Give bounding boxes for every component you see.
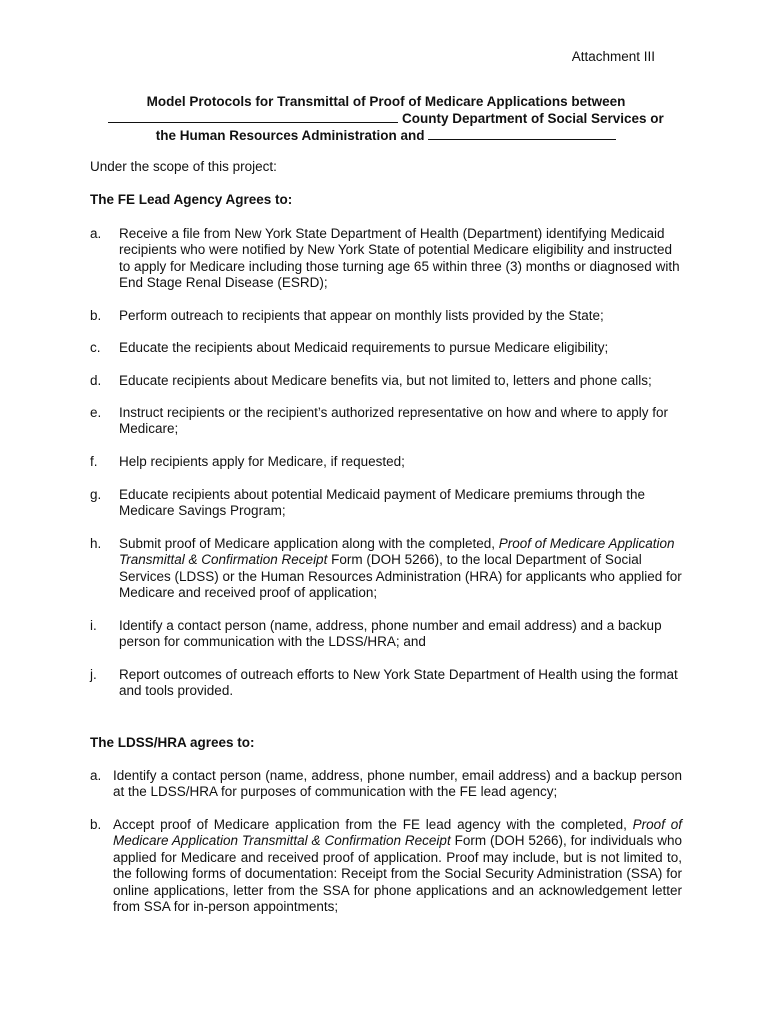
item-text: Instruct recipients or the recipient’s authorized representative on how and where to apply for Medicare; bbox=[119, 405, 669, 437]
item-text: Educate recipients about Medicare benefits via, but not limited to, letters and phone calls; bbox=[119, 373, 652, 388]
title-line-1: Model Protocols for Transmittal of Proof of Medicare Applications between bbox=[146, 94, 626, 109]
item-text-lead: Submit proof of Medicare application along with the completed, bbox=[119, 536, 499, 551]
item-text: Perform outreach to recipients that appear on monthly lists provided by the State; bbox=[119, 308, 604, 323]
item-letter: b. bbox=[90, 308, 102, 323]
item-text-tail: Form (DOH 5266), for individuals who applied for Medicare and received proof of application. Proof may include, but is not limited to, the following forms of documentation: Receipt from the Social Security Administration (SSA) for online applications, letter from the SSA for phone applications and an acknowledgement letter from SSA for in-person appointments; bbox=[113, 833, 682, 915]
item-letter: d. bbox=[90, 373, 102, 388]
ldss-item-a bbox=[90, 768, 682, 801]
fe-item-c bbox=[90, 340, 682, 356]
fe-item-i bbox=[90, 618, 682, 651]
item-text: Help recipients apply for Medicare, if requested; bbox=[119, 454, 405, 469]
item-text bbox=[119, 536, 682, 602]
fe-section-heading: The FE Lead Agency Agrees to: bbox=[90, 192, 293, 207]
item-letter: a. bbox=[90, 226, 102, 241]
form-title-italic: Proof of Medicare Application Transmittal & Confirmation Receipt bbox=[119, 536, 675, 568]
fe-item-g bbox=[90, 487, 682, 520]
item-text-lead: Accept proof of Medicare application from the FE lead agency with the completed, bbox=[113, 817, 633, 832]
item-letter: c. bbox=[90, 340, 101, 355]
fe-item-h bbox=[90, 536, 682, 602]
item-text: Receive a file from New York State Department of Health (Department) identifying Medicaid recipients who were notified by New York State of potential Medicare eligibility and instructed to apply for Medicare including those turning age 65 within three (3) months or diagnosed with End Stage Renal Disease (ESRD); bbox=[119, 226, 680, 291]
item-letter: i. bbox=[90, 618, 97, 633]
form-title-italic: Proof of Medicare Application Transmittal & Confirmation Receipt bbox=[113, 817, 682, 849]
fe-item-b bbox=[90, 308, 682, 324]
item-text: Identify a contact person (name, address, phone number, email address) and a backup person at the LDSS/HRA for purposes of communication with the FE lead agency; bbox=[113, 768, 682, 800]
item-letter: e. bbox=[90, 405, 102, 420]
item-text bbox=[113, 817, 682, 915]
item-text-tail: Form (DOH 5266), to the local Department of Social Services (LDSS) or the Human Resources Administration (HRA) for applicants who applied for Medicare and received proof of application; bbox=[119, 552, 682, 601]
item-letter: j. bbox=[90, 667, 97, 682]
item-letter: f. bbox=[90, 454, 98, 469]
item-letter: g. bbox=[90, 487, 102, 502]
county-name-blank bbox=[108, 110, 398, 123]
ldss-section-heading: The LDSS/HRA agrees to: bbox=[90, 735, 255, 750]
title-line-3: the Human Resources Administration and bbox=[155, 128, 429, 143]
item-text: Identify a contact person (name, address, phone number and email address) and a backup person for communication with the LDSS/HRA; and bbox=[119, 618, 662, 650]
attachment-label: Attachment III bbox=[571, 49, 655, 64]
item-letter: b. bbox=[90, 817, 102, 832]
item-letter: h. bbox=[90, 536, 102, 551]
item-text: Report outcomes of outreach efforts to New York State Department of Health using the format and tools provided. bbox=[119, 667, 678, 699]
item-text: Educate recipients about potential Medicaid payment of Medicare premiums through the Medicare Savings Program; bbox=[119, 487, 646, 519]
fe-item-j bbox=[90, 667, 682, 700]
item-letter: a. bbox=[90, 768, 102, 783]
fe-item-d bbox=[90, 373, 682, 389]
item-text: Educate the recipients about Medicaid requirements to pursue Medicare eligibility; bbox=[119, 340, 609, 355]
fe-item-e bbox=[90, 405, 682, 438]
title-line-2: County Department of Social Services or bbox=[398, 111, 664, 126]
ldss-item-b bbox=[90, 817, 682, 915]
document-title bbox=[90, 93, 682, 144]
fe-item-a bbox=[90, 226, 682, 292]
fe-item-f bbox=[90, 454, 682, 470]
agency-name-blank bbox=[428, 127, 616, 140]
intro-text: Under the scope of this project: bbox=[90, 159, 277, 174]
